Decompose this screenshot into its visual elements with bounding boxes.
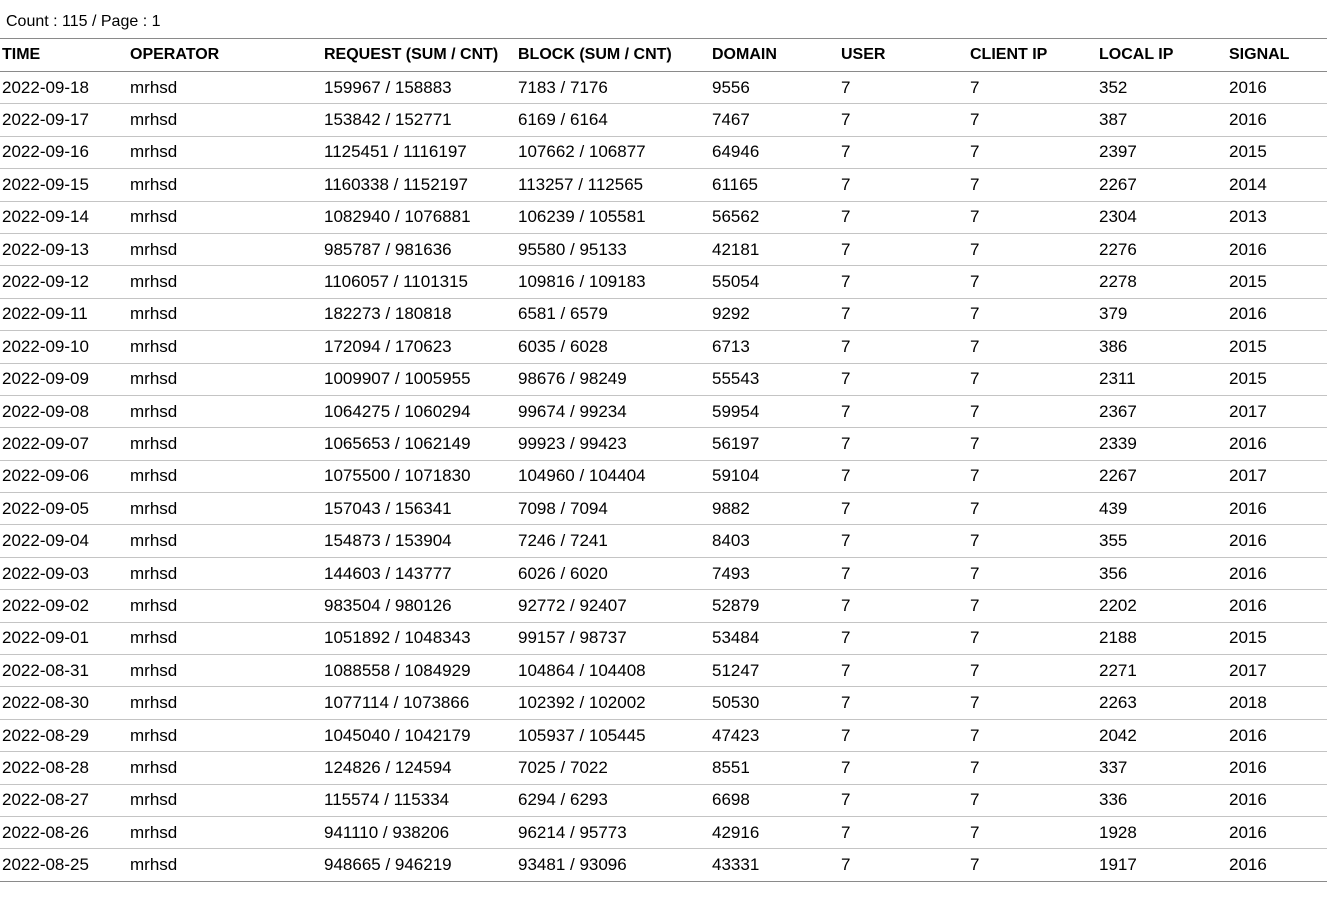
header-row [0,39,1327,72]
cell-user: 7 [840,590,969,622]
cell-operator: mrhsd [129,752,323,784]
cell-request: 1075500 / 1071830 [323,460,517,492]
cell-local-ip: 2397 [1098,136,1228,168]
cell-client-ip: 7 [969,460,1098,492]
cell-time: 2022-09-18 [0,72,129,104]
cell-block: 104960 / 104404 [517,460,711,492]
cell-time: 2022-09-01 [0,622,129,654]
cell-domain: 59954 [711,395,840,427]
cell-signal: 2016 [1228,752,1327,784]
cell-client-ip: 7 [969,493,1098,525]
cell-client-ip: 7 [969,136,1098,168]
cell-client-ip: 7 [969,104,1098,136]
cell-domain: 56197 [711,428,840,460]
cell-user: 7 [840,169,969,201]
cell-client-ip: 7 [969,395,1098,427]
table-row[interactable] [0,136,1327,168]
cell-operator: mrhsd [129,233,323,265]
cell-operator: mrhsd [129,784,323,816]
cell-block: 99923 / 99423 [517,428,711,460]
cell-time: 2022-09-06 [0,460,129,492]
cell-block: 109816 / 109183 [517,266,711,298]
cell-time: 2022-08-29 [0,719,129,751]
cell-local-ip: 2367 [1098,395,1228,427]
cell-client-ip: 7 [969,201,1098,233]
cell-signal: 2017 [1228,395,1327,427]
cell-local-ip: 2188 [1098,622,1228,654]
cell-user: 7 [840,784,969,816]
cell-client-ip: 7 [969,816,1098,848]
cell-block: 6581 / 6579 [517,298,711,330]
cell-signal: 2016 [1228,816,1327,848]
cell-request: 1051892 / 1048343 [323,622,517,654]
cell-request: 983504 / 980126 [323,590,517,622]
table-row[interactable] [0,298,1327,330]
cell-operator: mrhsd [129,816,323,848]
cell-domain: 59104 [711,460,840,492]
cell-time: 2022-08-31 [0,655,129,687]
cell-block: 7025 / 7022 [517,752,711,784]
cell-local-ip: 1928 [1098,816,1228,848]
cell-block: 102392 / 102002 [517,687,711,719]
cell-user: 7 [840,298,969,330]
cell-time: 2022-08-30 [0,687,129,719]
table-row[interactable] [0,849,1327,881]
cell-block: 95580 / 95133 [517,233,711,265]
cell-time: 2022-09-15 [0,169,129,201]
cell-signal: 2015 [1228,266,1327,298]
table-row[interactable] [0,266,1327,298]
cell-operator: mrhsd [129,590,323,622]
cell-user: 7 [840,104,969,136]
cell-user: 7 [840,557,969,589]
cell-request: 1009907 / 1005955 [323,363,517,395]
cell-local-ip: 337 [1098,752,1228,784]
table-row[interactable] [0,719,1327,751]
cell-local-ip: 356 [1098,557,1228,589]
cell-client-ip: 7 [969,590,1098,622]
cell-domain: 6713 [711,331,840,363]
cell-signal: 2013 [1228,201,1327,233]
cell-client-ip: 7 [969,687,1098,719]
cell-time: 2022-08-26 [0,816,129,848]
cell-operator: mrhsd [129,493,323,525]
column-header-client-ip[interactable]: CLIENT IP [969,39,1098,72]
cell-local-ip: 2304 [1098,201,1228,233]
cell-time: 2022-09-11 [0,298,129,330]
cell-client-ip: 7 [969,719,1098,751]
cell-time: 2022-09-10 [0,331,129,363]
cell-user: 7 [840,363,969,395]
cell-domain: 55543 [711,363,840,395]
cell-signal: 2018 [1228,687,1327,719]
cell-block: 7098 / 7094 [517,493,711,525]
table-row[interactable] [0,557,1327,589]
cell-time: 2022-09-03 [0,557,129,589]
cell-user: 7 [840,719,969,751]
cell-local-ip: 2339 [1098,428,1228,460]
cell-operator: mrhsd [129,460,323,492]
cell-block: 7246 / 7241 [517,525,711,557]
cell-client-ip: 7 [969,233,1098,265]
cell-local-ip: 1917 [1098,849,1228,881]
cell-signal: 2016 [1228,72,1327,104]
cell-client-ip: 7 [969,169,1098,201]
table-row[interactable] [0,395,1327,427]
table-row[interactable] [0,233,1327,265]
cell-request: 159967 / 158883 [323,72,517,104]
cell-user: 7 [840,460,969,492]
cell-user: 7 [840,752,969,784]
table-row[interactable] [0,655,1327,687]
cell-request: 948665 / 946219 [323,849,517,881]
cell-block: 6169 / 6164 [517,104,711,136]
cell-local-ip: 387 [1098,104,1228,136]
cell-signal: 2016 [1228,525,1327,557]
cell-domain: 8403 [711,525,840,557]
cell-client-ip: 7 [969,655,1098,687]
cell-signal: 2016 [1228,104,1327,136]
cell-domain: 55054 [711,266,840,298]
cell-request: 1160338 / 1152197 [323,169,517,201]
cell-user: 7 [840,493,969,525]
column-header-operator[interactable]: OPERATOR [129,39,323,72]
cell-operator: mrhsd [129,136,323,168]
cell-signal: 2016 [1228,298,1327,330]
cell-client-ip: 7 [969,331,1098,363]
cell-request: 144603 / 143777 [323,557,517,589]
cell-time: 2022-09-05 [0,493,129,525]
cell-domain: 61165 [711,169,840,201]
cell-signal: 2015 [1228,136,1327,168]
cell-operator: mrhsd [129,169,323,201]
cell-block: 6026 / 6020 [517,557,711,589]
cell-request: 1082940 / 1076881 [323,201,517,233]
cell-domain: 52879 [711,590,840,622]
cell-time: 2022-09-04 [0,525,129,557]
cell-signal: 2016 [1228,849,1327,881]
table-row[interactable] [0,363,1327,395]
cell-operator: mrhsd [129,331,323,363]
cell-domain: 42916 [711,816,840,848]
cell-user: 7 [840,201,969,233]
cell-request: 1106057 / 1101315 [323,266,517,298]
cell-signal: 2016 [1228,784,1327,816]
cell-time: 2022-08-25 [0,849,129,881]
report-table [0,38,1327,882]
cell-time: 2022-09-14 [0,201,129,233]
cell-signal: 2015 [1228,622,1327,654]
cell-operator: mrhsd [129,622,323,654]
table-row[interactable] [0,169,1327,201]
cell-request: 1088558 / 1084929 [323,655,517,687]
cell-request: 1065653 / 1062149 [323,428,517,460]
cell-operator: mrhsd [129,201,323,233]
cell-time: 2022-09-17 [0,104,129,136]
cell-domain: 50530 [711,687,840,719]
cell-operator: mrhsd [129,849,323,881]
column-header-domain[interactable]: DOMAIN [711,39,840,72]
cell-request: 1125451 / 1116197 [323,136,517,168]
cell-request: 154873 / 153904 [323,525,517,557]
cell-request: 985787 / 981636 [323,233,517,265]
cell-client-ip: 7 [969,849,1098,881]
cell-request: 1077114 / 1073866 [323,687,517,719]
cell-domain: 64946 [711,136,840,168]
table-row[interactable] [0,590,1327,622]
cell-signal: 2016 [1228,233,1327,265]
cell-client-ip: 7 [969,784,1098,816]
cell-local-ip: 2042 [1098,719,1228,751]
column-header-block[interactable]: BLOCK (SUM / CNT) [517,39,711,72]
cell-signal: 2017 [1228,655,1327,687]
cell-client-ip: 7 [969,752,1098,784]
cell-time: 2022-09-16 [0,136,129,168]
cell-domain: 7493 [711,557,840,589]
cell-client-ip: 7 [969,363,1098,395]
cell-local-ip: 336 [1098,784,1228,816]
cell-domain: 7467 [711,104,840,136]
cell-local-ip: 2276 [1098,233,1228,265]
column-header-time[interactable]: TIME [0,39,129,72]
cell-user: 7 [840,655,969,687]
cell-time: 2022-09-02 [0,590,129,622]
table-row[interactable] [0,622,1327,654]
cell-time: 2022-09-13 [0,233,129,265]
cell-user: 7 [840,622,969,654]
cell-block: 6035 / 6028 [517,331,711,363]
cell-user: 7 [840,849,969,881]
cell-domain: 43331 [711,849,840,881]
cell-domain: 9882 [711,493,840,525]
cell-block: 98676 / 98249 [517,363,711,395]
table-body [0,72,1327,882]
cell-local-ip: 2267 [1098,460,1228,492]
cell-time: 2022-09-09 [0,363,129,395]
cell-domain: 8551 [711,752,840,784]
column-header-request[interactable]: REQUEST (SUM / CNT) [323,39,517,72]
count-page-summary: Count : 115 / Page : 1 [6,13,161,30]
cell-local-ip: 2278 [1098,266,1228,298]
cell-request: 172094 / 170623 [323,331,517,363]
cell-request: 941110 / 938206 [323,816,517,848]
cell-request: 153842 / 152771 [323,104,517,136]
cell-block: 92772 / 92407 [517,590,711,622]
cell-operator: mrhsd [129,266,323,298]
cell-local-ip: 2263 [1098,687,1228,719]
cell-operator: mrhsd [129,72,323,104]
column-header-local-ip[interactable]: LOCAL IP [1098,39,1228,72]
column-header-signal[interactable]: SIGNAL [1228,39,1327,72]
cell-domain: 9292 [711,298,840,330]
column-header-user[interactable]: USER [840,39,969,72]
cell-local-ip: 352 [1098,72,1228,104]
table-row[interactable] [0,201,1327,233]
cell-request: 1064275 / 1060294 [323,395,517,427]
cell-local-ip: 355 [1098,525,1228,557]
cell-user: 7 [840,428,969,460]
cell-block: 6294 / 6293 [517,784,711,816]
cell-client-ip: 7 [969,525,1098,557]
cell-client-ip: 7 [969,557,1098,589]
cell-signal: 2016 [1228,557,1327,589]
cell-block: 96214 / 95773 [517,816,711,848]
cell-block: 93481 / 93096 [517,849,711,881]
cell-request: 182273 / 180818 [323,298,517,330]
cell-user: 7 [840,395,969,427]
cell-operator: mrhsd [129,525,323,557]
cell-block: 104864 / 104408 [517,655,711,687]
cell-time: 2022-09-07 [0,428,129,460]
cell-operator: mrhsd [129,655,323,687]
table-row[interactable] [0,104,1327,136]
cell-block: 107662 / 106877 [517,136,711,168]
cell-user: 7 [840,331,969,363]
cell-local-ip: 386 [1098,331,1228,363]
table-row[interactable] [0,428,1327,460]
cell-user: 7 [840,233,969,265]
table-row[interactable] [0,784,1327,816]
cell-operator: mrhsd [129,395,323,427]
cell-request: 157043 / 156341 [323,493,517,525]
cell-user: 7 [840,72,969,104]
cell-operator: mrhsd [129,557,323,589]
cell-block: 99674 / 99234 [517,395,711,427]
cell-signal: 2016 [1228,493,1327,525]
cell-operator: mrhsd [129,428,323,460]
cell-client-ip: 7 [969,72,1098,104]
cell-request: 1045040 / 1042179 [323,719,517,751]
cell-domain: 6698 [711,784,840,816]
cell-signal: 2014 [1228,169,1327,201]
cell-signal: 2015 [1228,331,1327,363]
cell-signal: 2015 [1228,363,1327,395]
cell-user: 7 [840,266,969,298]
cell-block: 105937 / 105445 [517,719,711,751]
cell-time: 2022-08-28 [0,752,129,784]
cell-local-ip: 2202 [1098,590,1228,622]
cell-domain: 42181 [711,233,840,265]
table-row[interactable] [0,460,1327,492]
cell-local-ip: 2267 [1098,169,1228,201]
table-row[interactable] [0,687,1327,719]
cell-time: 2022-09-12 [0,266,129,298]
cell-time: 2022-09-08 [0,395,129,427]
cell-local-ip: 2311 [1098,363,1228,395]
table-header [0,39,1327,72]
cell-local-ip: 2271 [1098,655,1228,687]
cell-request: 124826 / 124594 [323,752,517,784]
cell-block: 106239 / 105581 [517,201,711,233]
table-row[interactable] [0,72,1327,104]
cell-domain: 56562 [711,201,840,233]
cell-signal: 2017 [1228,460,1327,492]
cell-client-ip: 7 [969,298,1098,330]
cell-domain: 47423 [711,719,840,751]
cell-signal: 2016 [1228,719,1327,751]
cell-user: 7 [840,816,969,848]
cell-domain: 53484 [711,622,840,654]
table-row[interactable] [0,331,1327,363]
cell-block: 99157 / 98737 [517,622,711,654]
cell-domain: 51247 [711,655,840,687]
cell-local-ip: 439 [1098,493,1228,525]
cell-client-ip: 7 [969,266,1098,298]
cell-client-ip: 7 [969,622,1098,654]
cell-block: 7183 / 7176 [517,72,711,104]
cell-signal: 2016 [1228,428,1327,460]
cell-user: 7 [840,687,969,719]
cell-operator: mrhsd [129,298,323,330]
cell-operator: mrhsd [129,687,323,719]
cell-signal: 2016 [1228,590,1327,622]
cell-operator: mrhsd [129,363,323,395]
table-row[interactable] [0,525,1327,557]
cell-user: 7 [840,525,969,557]
cell-operator: mrhsd [129,104,323,136]
table-row[interactable] [0,752,1327,784]
cell-client-ip: 7 [969,428,1098,460]
cell-request: 115574 / 115334 [323,784,517,816]
cell-domain: 9556 [711,72,840,104]
cell-operator: mrhsd [129,719,323,751]
cell-time: 2022-08-27 [0,784,129,816]
cell-block: 113257 / 112565 [517,169,711,201]
cell-user: 7 [840,136,969,168]
table-row[interactable] [0,493,1327,525]
cell-local-ip: 379 [1098,298,1228,330]
table-row[interactable] [0,816,1327,848]
